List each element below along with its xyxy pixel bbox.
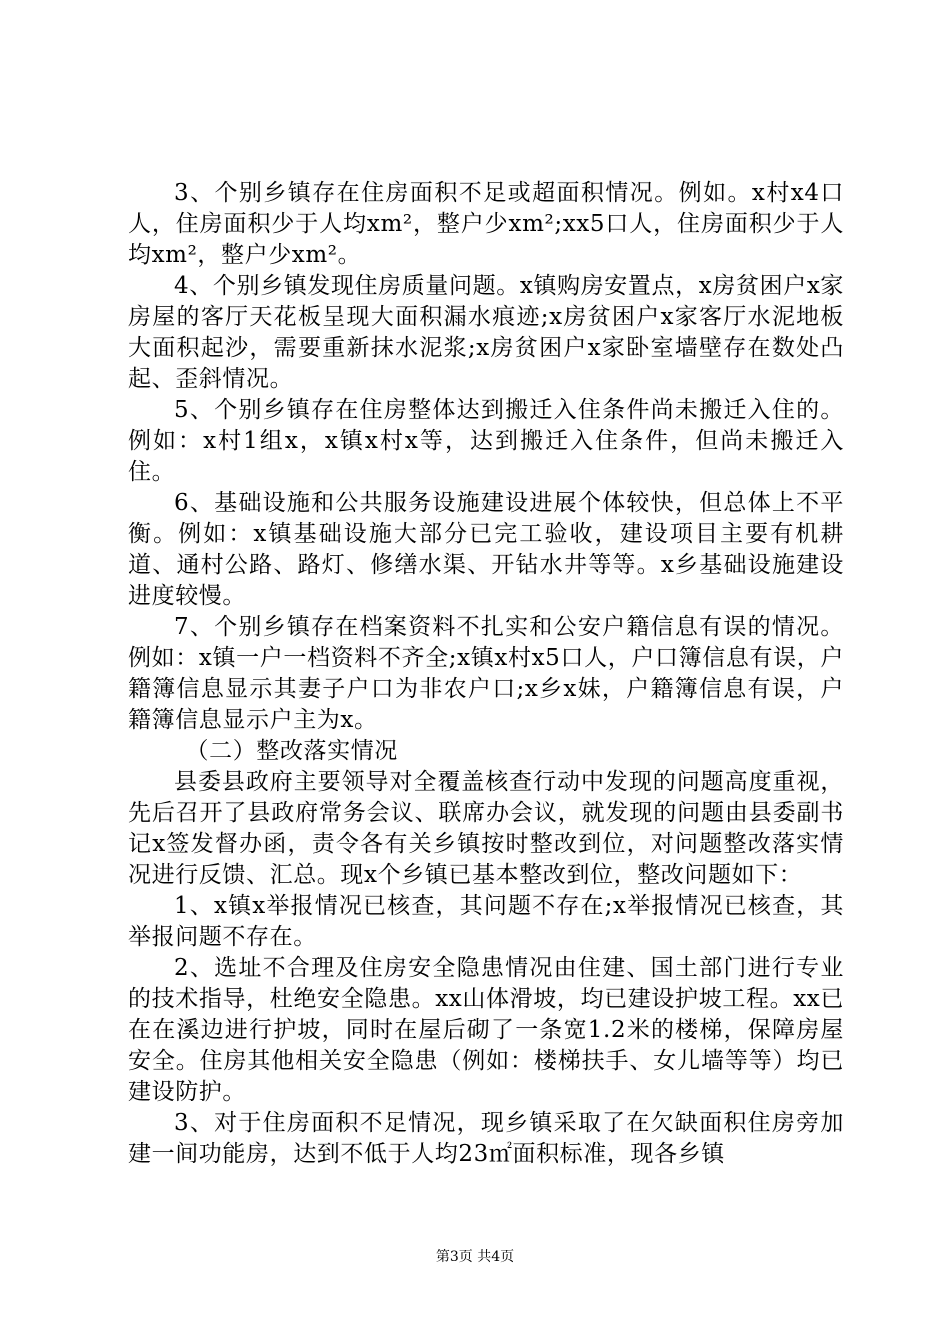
paragraph-rectification-intro: 县委县政府主要领导对全覆盖核查行动中发现的问题高度重视，先后召开了县政府常务会议、联席办会议，就发现的问题由县委副书记x签发督办函，责令各有关乡镇按时整改到位，对问题整改落实情况进行反馈、汇总。现x个乡镇已基本整改到位，整改问题如下：	[128, 769, 844, 888]
page-number-footer: 第3页 共4页	[435, 1249, 515, 1265]
paragraph-item-3: 3、个别乡镇存在住房面积不足或超面积情况。例如。x村x4口人，住房面积少于人均xm²，整户少xm²;xx5口人，住房面积少于人均xm²，整户少xm²。	[128, 180, 844, 268]
paragraph-fix-3: 3、对于住房面积不足情况，现乡镇采取了在欠缺面积住房旁加建一间功能房，达到不低于人均23㎡面积标准，现各乡镇	[128, 1110, 844, 1167]
paragraph-fix-1: 1、x镇x举报情况已核查，其问题不存在;x举报情况已核查，其举报问题不存在。	[128, 893, 844, 950]
document-body	[128, 178, 844, 1170]
paragraph-item-6: 6、基础设施和公共服务设施建设进展个体较快，但总体上不平衡。例如：x镇基础设施大部分已完工验收，建设项目主要有机耕道、通村公路、路灯、修缮水渠、开钻水井等等。x乡基础设施建设进度较慢。	[128, 490, 844, 609]
paragraph-item-7: 7、个别乡镇存在档案资料不扎实和公安户籍信息有误的情况。例如：x镇一户一档资料不齐全;x镇x村x5口人，户口簿信息有误，户籍簿信息显示其妻子户口为非农户口;x乡x妹，户籍簿信息有误，户籍簿信息显示户主为x。	[128, 614, 844, 733]
paragraph-fix-2: 2、选址不合理及住房安全隐患情况由住建、国土部门进行专业的技术指导，杜绝安全隐患。xx山体滑坡，均已建设护坡工程。xx已在在溪边进行护坡，同时在屋后砌了一条宽1.2米的楼梯，保障房屋安全。住房其他相关安全隐患（例如：楼梯扶手、女儿墙等等）均已建设防护。	[128, 955, 844, 1105]
section-heading: （二）整改落实情况	[185, 738, 398, 764]
paragraph-item-4: 4、个别乡镇发现住房质量问题。x镇购房安置点，x房贫困户x家房屋的客厅天花板呈现大面积漏水痕迹;x房贫困户x家客厅水泥地板大面积起沙，需要重新抹水泥浆;x房贫困户x家卧室墙壁存在数处凸起、歪斜情况。	[128, 273, 844, 392]
paragraph-item-5: 5、个别乡镇存在住房整体达到搬迁入住条件尚未搬迁入住的。例如：x村1组x，x镇x村x等，达到搬迁入住条件，但尚未搬迁入住。	[128, 397, 844, 485]
